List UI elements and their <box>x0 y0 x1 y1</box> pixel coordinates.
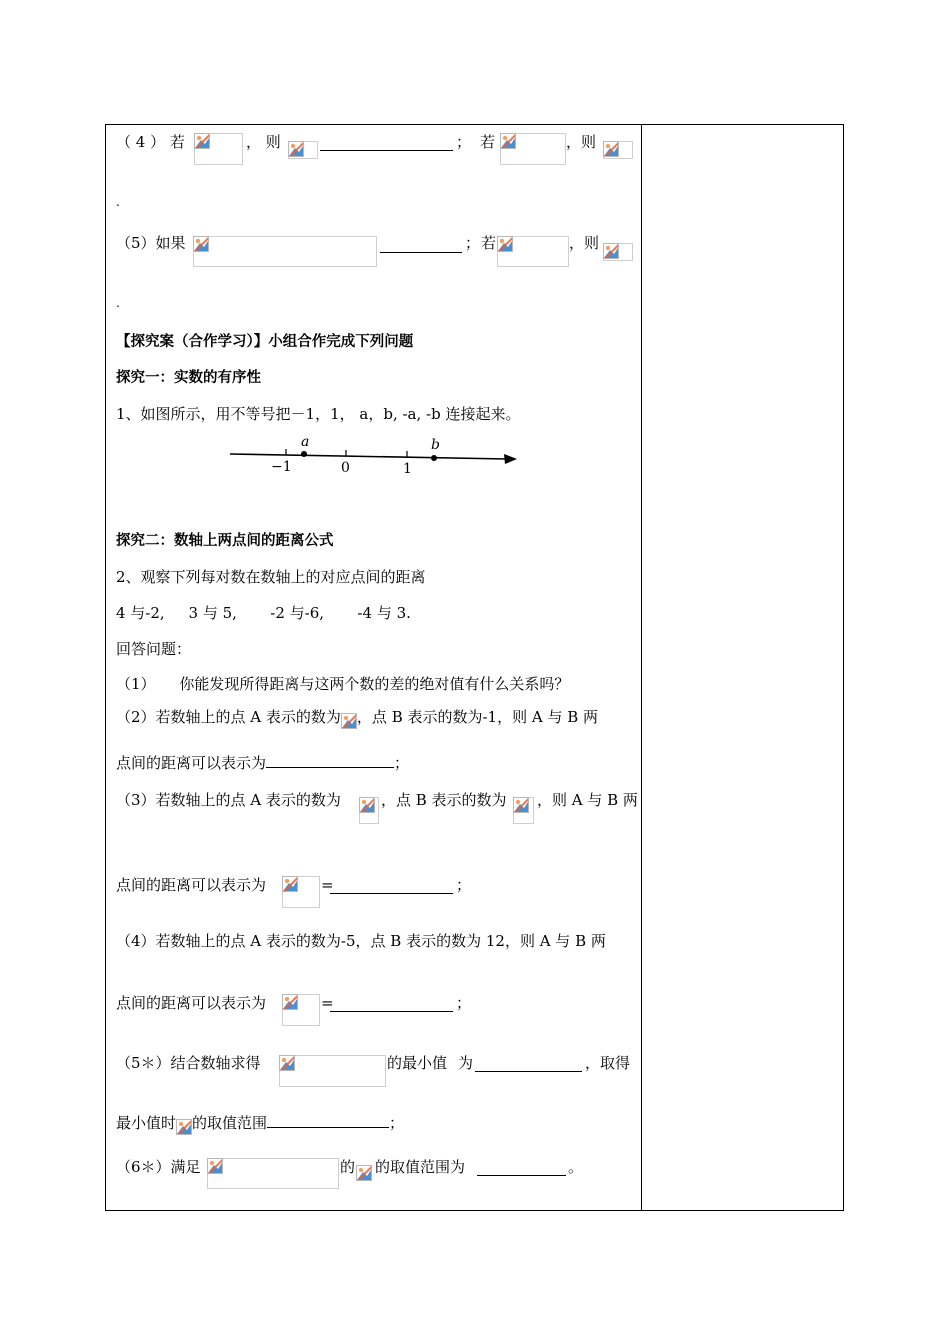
arrow-head-icon <box>504 454 517 464</box>
p3-text-d: 点间的距离可以表示为 <box>116 876 267 894</box>
p3-text-b: ，点 B 表示的数为 <box>381 791 507 809</box>
p6-text-d: 。 <box>568 1158 584 1176</box>
q4-ruo: 若 <box>480 133 496 151</box>
point-b <box>431 455 437 461</box>
p5-text-e: 最小值时 <box>116 1114 177 1132</box>
point-label: b <box>431 437 440 453</box>
p5-text-a: （5＊）结合数轴求得 <box>116 1054 261 1072</box>
p2-text-d: ； <box>394 754 410 772</box>
q4-then2: ，则 <box>566 133 597 151</box>
problem-3 <box>116 790 341 810</box>
section-heading-explore: 【探究案（合作学习）】小组合作完成下列问题 <box>116 334 414 350</box>
q4-then: ， 则 <box>246 133 281 151</box>
tick-label: 1 <box>403 461 412 477</box>
p5-text-g: ； <box>389 1114 405 1132</box>
answer-blank[interactable] <box>477 1161 566 1176</box>
problem-4: （4）若数轴上的点 A 表示的数为-5，点 B 表示的数为 12，则 A 与 B 两 <box>116 932 606 950</box>
q5-then: ，则 <box>569 234 600 252</box>
table-frame <box>105 124 844 1211</box>
q5-label: （5）如果 <box>116 234 186 252</box>
point-label: a <box>301 434 310 450</box>
tick-label: −1 <box>271 459 292 475</box>
q5-ruo: 若 <box>481 234 497 252</box>
p6-text-a: （6＊）满足 <box>116 1158 201 1176</box>
section-heading-1: 探究一：实数的有序性 <box>116 370 261 386</box>
answer-intro: 回答问题： <box>116 640 192 658</box>
point-a <box>301 451 307 457</box>
answer-blank[interactable] <box>475 1057 582 1072</box>
p5-text-b: 的最小值 <box>387 1054 448 1072</box>
p2-text-c: 点间的距离可以表示为 <box>116 754 267 772</box>
answer-blank[interactable] <box>380 238 462 253</box>
p6-text-c: 的取值范围为 <box>375 1158 466 1176</box>
problem-4-cont <box>116 993 266 1013</box>
q4-label: （ 4 ） 若 <box>116 133 185 151</box>
question-4 <box>116 132 185 152</box>
section-heading-2: 探究二：数轴上两点间的距离公式 <box>116 533 334 549</box>
answer-blank[interactable] <box>266 753 394 768</box>
p3-semicolon: ； <box>456 876 472 894</box>
problem-2-cont <box>116 753 409 773</box>
problem-5-cont <box>116 1113 404 1133</box>
answer-blank[interactable] <box>330 879 453 894</box>
problem-6 <box>116 1157 201 1177</box>
tick-label: 0 <box>341 460 350 476</box>
p5-text-f: 的取值范围 <box>192 1114 268 1132</box>
formula-image-icon <box>176 1115 192 1133</box>
problem-1: （1） 你能发现所得距离与这两个数的差的绝对值有什么关系吗？ <box>116 675 570 693</box>
p5-text-d: ，取得 <box>585 1054 631 1072</box>
p4-equals: = <box>321 994 334 1012</box>
q4-semicolon: ； <box>456 133 472 151</box>
problem-5 <box>116 1053 261 1073</box>
p5-text-c: 为 <box>458 1054 474 1072</box>
column-divider <box>641 124 642 1211</box>
number-pairs: 4 与-2, 3 与 5, -2 与-6, -4 与 3. <box>116 604 411 622</box>
answer-blank[interactable] <box>267 1113 389 1128</box>
answer-blank[interactable] <box>330 997 453 1012</box>
problem-2 <box>116 707 598 727</box>
formula-image-icon <box>341 709 357 727</box>
p3-text-c: ，则 A 与 B 两 <box>537 791 638 809</box>
p3-text-a: （3）若数轴上的点 A 表示的数为 <box>116 791 341 809</box>
question-5 <box>116 233 186 253</box>
p3-equals: = <box>321 876 334 894</box>
q5-semicolon: ； <box>465 234 481 252</box>
p6-text-b: 的 <box>340 1158 356 1176</box>
q4-tail: . <box>116 195 120 209</box>
task-1: 1、如图所示，用不等号把－1，1， a，b, -a, -b 连接起来。 <box>116 405 521 423</box>
p4-semicolon: ； <box>456 994 472 1012</box>
task-2: 2、观察下列每对数在数轴上的对应点间的距离 <box>116 568 426 586</box>
problem-3-cont <box>116 875 266 895</box>
p2-text-a: （2）若数轴上的点 A 表示的数为 <box>116 708 341 726</box>
p2-text-b: ，点 B 表示的数为-1，则 A 与 B 两 <box>356 708 599 726</box>
answer-blank[interactable] <box>320 136 453 151</box>
number-line-figure <box>225 432 525 480</box>
q5-tail: . <box>116 296 120 310</box>
p4-text-d: 点间的距离可以表示为 <box>116 994 267 1012</box>
